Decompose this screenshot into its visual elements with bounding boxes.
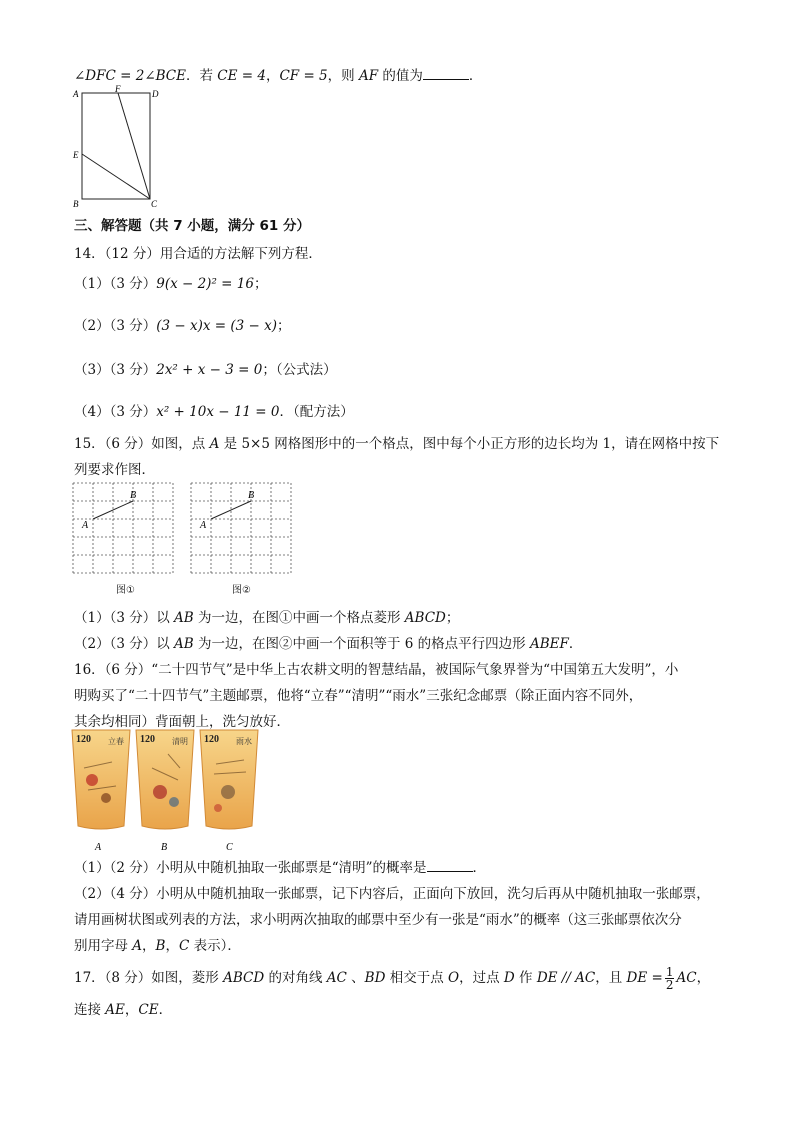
ce-value: CE = 4 [217, 68, 266, 84]
eq1: 9(x − 2)² = 16 [156, 276, 254, 292]
stamp-c [200, 730, 258, 829]
label-b: B [73, 199, 79, 209]
section-heading: 三、解答题（共 7 小题，满分 61 分） [74, 218, 310, 234]
rectangle-figure [70, 84, 166, 210]
q14-title: 14．（12 分）用合适的方法解下列方程． [74, 246, 322, 262]
q17-line1: 17．（8 分）如图，菱形 ABCD 的对角线 AC 、BD 相交于点 O，过点 D 作 DE // AC，且 DE = $\frac{1}{2}$ AC， [74, 965, 711, 992]
eq2: (3 − x)x = (3 − x) [156, 318, 278, 334]
eq4: x² + 10x − 11 = 0 [156, 404, 280, 420]
svg-text:清明: 清明 [172, 737, 188, 746]
svg-text:120: 120 [76, 734, 91, 745]
angle-bce: = 2∠BCE [115, 68, 186, 84]
grid1-label-a: A [82, 520, 89, 531]
grid1-label-b: B [130, 490, 137, 501]
q16-part2-line1: （2）（4 分）小明从中随机抽取一张邮票，记下内容后，正面向下放回，洗匀后再从中随机抽取一张邮票， [74, 886, 710, 902]
fig1-caption: 图① [116, 585, 135, 596]
svg-text:雨水: 雨水 [236, 737, 252, 746]
q16-line3: 其余均相同）背面朝上，洗匀放好． [74, 714, 290, 730]
label-c: C [151, 199, 158, 209]
q16-line1: 16．（6 分）“二十四节气”是中华上古农耕文明的智慧结晶，被国际气象界誉为“中国第五大发明”，小 [74, 662, 679, 678]
q14-part1: （1）（3 分）9(x − 2)² = 16； [74, 276, 268, 292]
stamp-letter-a: A [95, 842, 102, 853]
stamp-a [72, 730, 130, 829]
q16-part2-line3: 别用字母 A，B，C 表示）． [74, 938, 241, 954]
q13-condition-line: ∠DFC = 2∠BCE．若 CE = 4，CF = 5，则 AF 的值为 ． [74, 68, 483, 84]
q15-part2: （2）（3 分）以 AB 为一边，在图②中画一个面积等于 6 的格点平行四边形 ABEF． [74, 636, 583, 652]
angle-dfc: ∠DFC [74, 68, 116, 84]
q14-part3: （3）（3 分）2x² + x − 3 = 0；（公式法） [74, 362, 337, 378]
svg-text:120: 120 [204, 734, 219, 745]
grid-figure-2 [190, 482, 294, 576]
q15-line1: 15．（6 分）如图，点 A 是 5×5 网格图形中的一个格点，图中每个小正方形的边长均为 1，请在网格中按下 [74, 436, 720, 452]
q14-part4: （4）（3 分）x² + 10x − 11 = 0．（配方法） [74, 404, 354, 420]
stamp-letter-b: B [161, 842, 168, 853]
half-fraction: $\frac{1}{2}$ [665, 965, 674, 992]
q15-line2: 列要求作图． [74, 462, 155, 478]
q16-part1: （1）（2 分）小明从中随机抽取一张邮票是“清明”的概率是 ． [74, 860, 487, 876]
cf-value: CF = 5 [279, 68, 328, 84]
svg-text:120: 120 [140, 734, 155, 745]
answer-blank [423, 67, 469, 80]
stamp-b [136, 730, 194, 829]
stamp-letter-c: C [226, 842, 233, 853]
label-d: D [152, 89, 159, 99]
label-a: A [73, 89, 79, 99]
answer-blank [427, 859, 473, 872]
grid2-label-b: B [248, 490, 255, 501]
q15-part1: （1）（3 分）以 AB 为一边，在图①中画一个格点菱形 ABCD； [74, 610, 460, 626]
q16-line2: 明购买了“二十四节气”主题邮票，他将“立春”“清明”“雨水”三张纪念邮票（除正面内容不同外， [74, 688, 643, 704]
svg-text:立春: 立春 [108, 737, 124, 746]
q17-line2: 连接 AE，CE． [74, 1002, 173, 1018]
q14-part2: （2）（3 分）(3 − x)x = (3 − x)； [74, 318, 291, 334]
q16-part2-line2: 请用画树状图或列表的方法，求小明两次抽取的邮票中至少有一张是“雨水”的概率（这三张邮票依次分 [74, 912, 682, 928]
grid2-label-a: A [200, 520, 207, 531]
eq3: 2x² + x − 3 = 0 [156, 362, 263, 378]
af-symbol: AF [358, 68, 379, 84]
label-e: E [73, 150, 79, 160]
stamps-figure [68, 728, 268, 854]
label-f: F [115, 84, 121, 94]
fig2-caption: 图② [232, 585, 251, 596]
grid-figure-1 [72, 482, 176, 576]
